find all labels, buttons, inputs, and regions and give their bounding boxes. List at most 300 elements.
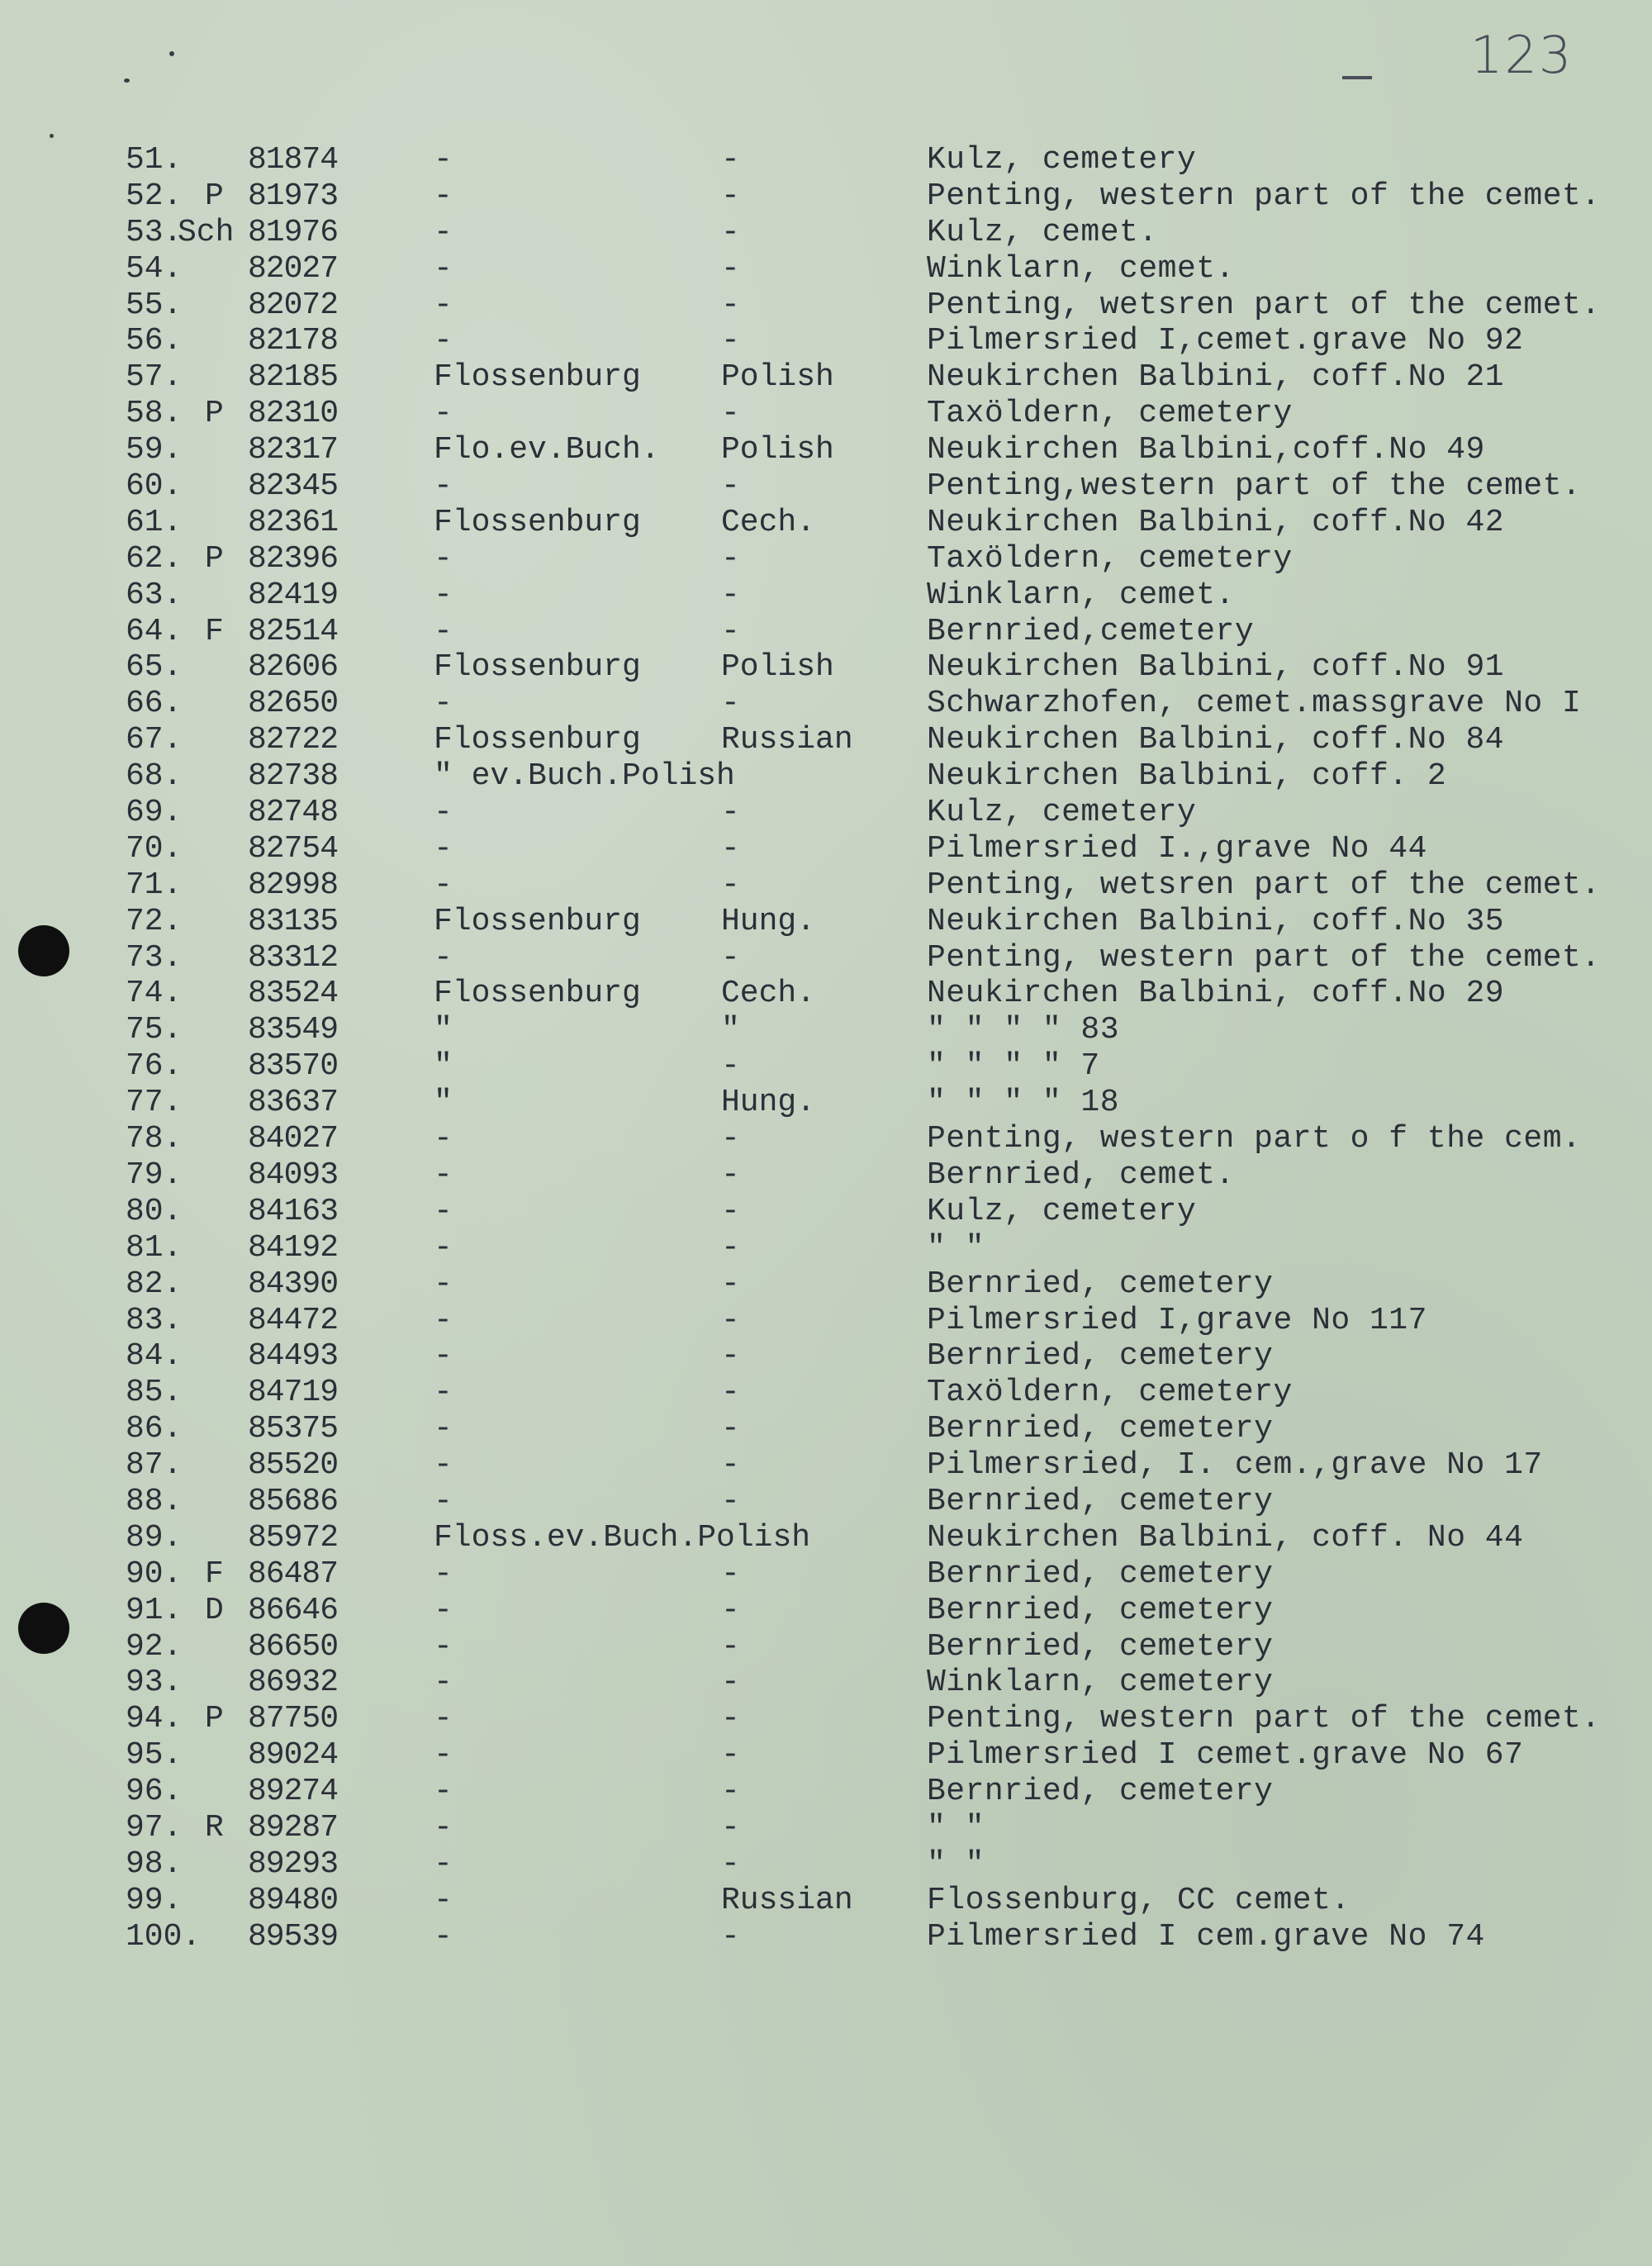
nationality-column: - [721, 1483, 740, 1519]
entry-index: 91. [126, 1592, 183, 1628]
burial-place: Kulz, cemetery [927, 795, 1197, 831]
prisoner-number: 82027 [248, 250, 339, 287]
record-list [0, 142, 1652, 1955]
entry-index: 62. [126, 540, 183, 577]
nationality-column: Polish [721, 432, 834, 468]
list-item [0, 904, 1652, 940]
nationality-column: Cech. [721, 504, 816, 540]
prisoner-number: 89539 [248, 1918, 339, 1955]
list-item [0, 1230, 1652, 1266]
burial-place: Bernried, cemetery [927, 1556, 1274, 1592]
prisoner-number: 86932 [248, 1665, 339, 1701]
entry-index: 64. [126, 613, 183, 649]
prisoner-number: 82754 [248, 830, 339, 867]
prisoner-prefix: F [205, 613, 224, 649]
camp-column: - [434, 577, 453, 613]
burial-place: " " " " 18 [927, 1085, 1120, 1121]
nationality-column: - [721, 1846, 740, 1882]
nationality-column: - [721, 1774, 740, 1810]
nationality-column: " [721, 1012, 740, 1048]
nationality-column: - [721, 1628, 740, 1665]
nationality-column: - [721, 613, 740, 649]
burial-place: Pilmersried I cemet.grave No 67 [927, 1737, 1524, 1774]
list-item [0, 1919, 1652, 1955]
prisoner-number: 84493 [248, 1338, 339, 1375]
list-item [0, 1447, 1652, 1484]
burial-place: Penting, western part of the cemet. [927, 939, 1601, 976]
burial-place: " " [927, 1229, 985, 1266]
camp-column: - [434, 1918, 453, 1955]
camp-column: - [434, 795, 453, 831]
prisoner-number: 86650 [248, 1628, 339, 1665]
prisoner-number: 82514 [248, 613, 339, 649]
prisoner-number: 84719 [248, 1375, 339, 1411]
burial-place: Bernried, cemetery [927, 1774, 1274, 1810]
entry-index: 93. [126, 1665, 183, 1701]
camp-column: - [434, 396, 453, 432]
list-item [0, 1629, 1652, 1665]
entry-index: 54. [126, 250, 183, 287]
entry-index: 83. [126, 1302, 183, 1338]
list-item [0, 686, 1652, 722]
prisoner-number: 84472 [248, 1302, 339, 1338]
entry-index: 76. [126, 1048, 183, 1085]
camp-column: Flossenburg [434, 722, 641, 758]
prisoner-number: 83524 [248, 976, 339, 1012]
burial-place: Bernried, cemetery [927, 1483, 1274, 1519]
paper-speck [169, 51, 174, 56]
paper-speck [124, 78, 130, 83]
list-item [0, 432, 1652, 468]
entry-index: 69. [126, 795, 183, 831]
prisoner-number: 82738 [248, 758, 339, 795]
list-item [0, 795, 1652, 831]
burial-place: Neukirchen Balbini, coff.No 91 [927, 649, 1505, 686]
camp-column: - [434, 540, 453, 577]
prisoner-number: 85686 [248, 1483, 339, 1519]
burial-place: Neukirchen Balbini, coff.No 35 [927, 903, 1505, 939]
camp-column: - [434, 250, 453, 287]
nationality-column: - [721, 1556, 740, 1592]
nationality-column: - [721, 1737, 740, 1774]
nationality-column: - [721, 795, 740, 831]
camp-column: - [434, 867, 453, 903]
entry-index: 61. [126, 504, 183, 540]
nationality-column: Cech. [721, 976, 816, 1012]
camp-column: - [434, 1737, 453, 1774]
entry-index: 68. [126, 758, 183, 795]
list-item [0, 323, 1652, 359]
prisoner-number: 84093 [248, 1157, 339, 1193]
list-item [0, 1048, 1652, 1085]
page-number-dash [1342, 76, 1372, 79]
nationality-column: - [721, 1411, 740, 1447]
entry-index: 95. [126, 1737, 183, 1774]
entry-index: 53. [126, 214, 183, 250]
prisoner-number: 82748 [248, 795, 339, 831]
list-item [0, 649, 1652, 686]
prisoner-number: 82998 [248, 867, 339, 903]
prisoner-number: 85375 [248, 1411, 339, 1447]
nationality-column: - [721, 1193, 740, 1229]
list-item [0, 505, 1652, 541]
prisoner-number: 82606 [248, 649, 339, 686]
nationality-column: - [721, 939, 740, 976]
prisoner-number: 82317 [248, 432, 339, 468]
camp-column: - [434, 1701, 453, 1737]
nationality-column: - [721, 323, 740, 359]
page-number: 123 [1470, 25, 1574, 85]
camp-column: - [434, 1665, 453, 1701]
list-item [0, 541, 1652, 577]
entry-index: 70. [126, 830, 183, 867]
camp-column: - [434, 287, 453, 323]
entry-index: 90. [126, 1556, 183, 1592]
entry-index: 98. [126, 1846, 183, 1882]
entry-index: 57. [126, 359, 183, 396]
prisoner-number: 85972 [248, 1519, 339, 1556]
entry-index: 80. [126, 1193, 183, 1229]
camp-column: Flossenburg [434, 649, 641, 686]
prisoner-number: 82419 [248, 577, 339, 613]
list-item [0, 1737, 1652, 1774]
list-item [0, 1266, 1652, 1303]
nationality-column: - [721, 178, 740, 214]
entry-index: 82. [126, 1266, 183, 1302]
prisoner-prefix: P [205, 396, 224, 432]
burial-place: Neukirchen Balbini, coff.No 29 [927, 976, 1505, 1012]
prisoner-number: 82185 [248, 359, 339, 396]
camp-column: " [434, 1085, 453, 1121]
prisoner-number: 86487 [248, 1556, 339, 1592]
list-item [0, 359, 1652, 396]
entry-index: 88. [126, 1483, 183, 1519]
prisoner-number: 84027 [248, 1121, 339, 1157]
list-item [0, 1085, 1652, 1121]
list-item [0, 940, 1652, 976]
burial-place: Penting, wetsren part of the cemet. [927, 867, 1601, 903]
entry-index: 59. [126, 432, 183, 468]
nationality-column: - [721, 830, 740, 867]
entry-index: 75. [126, 1012, 183, 1048]
list-item [0, 758, 1652, 795]
burial-place: Penting, wetsren part of the cemet. [927, 287, 1601, 323]
entry-index: 73. [126, 939, 183, 976]
camp-column: " [434, 1012, 453, 1048]
entry-index: 100. [126, 1918, 202, 1955]
entry-index: 56. [126, 323, 183, 359]
burial-place: Bernried, cemetery [927, 1266, 1274, 1302]
camp-column: - [434, 1266, 453, 1302]
camp-column: - [434, 1375, 453, 1411]
entry-index: 74. [126, 976, 183, 1012]
list-item [0, 1593, 1652, 1629]
prisoner-number: 82650 [248, 686, 339, 722]
entry-index: 65. [126, 649, 183, 686]
camp-column: - [434, 323, 453, 359]
list-item [0, 976, 1652, 1012]
camp-column: Flossenburg [434, 903, 641, 939]
camp-column: " [434, 1048, 453, 1085]
camp-column: - [434, 1193, 453, 1229]
prisoner-number: 82178 [248, 323, 339, 359]
nationality-column: - [721, 1048, 740, 1085]
prisoner-number: 89274 [248, 1774, 339, 1810]
burial-place: Neukirchen Balbini, coff. No 44 [927, 1519, 1524, 1556]
entry-index: 66. [126, 686, 183, 722]
list-item [0, 468, 1652, 505]
prisoner-number: 83549 [248, 1012, 339, 1048]
camp-column: - [434, 1411, 453, 1447]
nationality-column: - [721, 1665, 740, 1701]
prisoner-prefix: R [205, 1809, 224, 1846]
entry-index: 79. [126, 1157, 183, 1193]
entry-index: 51. [126, 142, 183, 178]
burial-place: Taxöldern, cemetery [927, 1375, 1293, 1411]
burial-place: Winklarn, cemetery [927, 1665, 1274, 1701]
prisoner-number: 82310 [248, 396, 339, 432]
prisoner-prefix: P [205, 178, 224, 214]
prisoner-number: 84192 [248, 1229, 339, 1266]
prisoner-number: 89480 [248, 1882, 339, 1918]
burial-place: Bernried, cemetery [927, 1411, 1274, 1447]
entry-index: 58. [126, 396, 183, 432]
nationality-column: - [721, 214, 740, 250]
prisoner-number: 82345 [248, 468, 339, 505]
burial-place: Neukirchen Balbini, coff.No 21 [927, 359, 1505, 396]
camp-column: Flo.ev.Buch. [434, 432, 660, 468]
nationality-column: - [721, 396, 740, 432]
prisoner-number: 87750 [248, 1701, 339, 1737]
burial-place: Pilmersried I,grave No 117 [927, 1302, 1427, 1338]
camp-column: - [434, 686, 453, 722]
burial-place: Bernried, cemet. [927, 1157, 1235, 1193]
prisoner-number: 84390 [248, 1266, 339, 1302]
list-item [0, 1194, 1652, 1230]
burial-place: " " [927, 1809, 985, 1846]
list-item [0, 1810, 1652, 1846]
entry-index: 55. [126, 287, 183, 323]
camp-column: Flossenburg [434, 359, 641, 396]
entry-index: 97. [126, 1809, 183, 1846]
prisoner-number: 82722 [248, 722, 339, 758]
entry-index: 52. [126, 178, 183, 214]
camp-column: - [434, 939, 453, 976]
burial-place: Winklarn, cemet. [927, 250, 1235, 287]
list-item [0, 1303, 1652, 1339]
list-item [0, 1701, 1652, 1737]
list-item [0, 215, 1652, 251]
nationality-column: Hung. [721, 903, 816, 939]
nationality-column: - [721, 577, 740, 613]
list-item [0, 577, 1652, 614]
entry-index: 99. [126, 1882, 183, 1918]
camp-column: - [434, 178, 453, 214]
burial-place: Taxöldern, cemetery [927, 540, 1293, 577]
prisoner-number: 82361 [248, 504, 339, 540]
entry-index: 92. [126, 1628, 183, 1665]
entry-index: 84. [126, 1338, 183, 1375]
camp-column: - [434, 1157, 453, 1193]
nationality-column: Russian [721, 722, 853, 758]
prisoner-number: 86646 [248, 1592, 339, 1628]
prisoner-prefix: P [205, 540, 224, 577]
camp-column: - [434, 142, 453, 178]
list-item [0, 1520, 1652, 1556]
burial-place: Neukirchen Balbini,coff.No 49 [927, 432, 1485, 468]
list-item [0, 1411, 1652, 1447]
nationality-column: - [721, 1302, 740, 1338]
camp-column: - [434, 1592, 453, 1628]
prisoner-number: 89287 [248, 1809, 339, 1846]
nationality-column: - [721, 1447, 740, 1484]
nationality-column: Polish [721, 649, 834, 686]
prisoner-prefix: P [205, 1701, 224, 1737]
nationality-column: Hung. [721, 1085, 816, 1121]
camp-column: - [434, 1846, 453, 1882]
entry-index: 63. [126, 577, 183, 613]
burial-place: " " " " 83 [927, 1012, 1120, 1048]
camp-column: - [434, 830, 453, 867]
camp-column: Floss.ev.Buch.Polish [434, 1519, 811, 1556]
list-item [0, 287, 1652, 324]
list-item [0, 1846, 1652, 1883]
burial-place: Bernried, cemetery [927, 1592, 1274, 1628]
burial-place: " " " " 7 [927, 1048, 1100, 1085]
burial-place: Neukirchen Balbini, coff. 2 [927, 758, 1447, 795]
list-item [0, 1121, 1652, 1157]
list-item [0, 1883, 1652, 1919]
burial-place: Pilmersried I.,grave No 44 [927, 830, 1427, 867]
prisoner-number: 81976 [248, 214, 339, 250]
camp-column: - [434, 1774, 453, 1810]
nationality-column: - [721, 468, 740, 505]
list-item [0, 722, 1652, 758]
nationality-column: - [721, 287, 740, 323]
burial-place: Winklarn, cemet. [927, 577, 1235, 613]
burial-place: Penting, western part o f the cem. [927, 1121, 1582, 1157]
camp-column: - [434, 1882, 453, 1918]
camp-column: - [434, 1483, 453, 1519]
prisoner-prefix: Sch [178, 214, 235, 250]
prisoner-number: 82396 [248, 540, 339, 577]
nationality-column: - [721, 1121, 740, 1157]
burial-place: Penting,western part of the cemet. [927, 468, 1582, 505]
camp-column: Flossenburg [434, 504, 641, 540]
list-item [0, 1484, 1652, 1520]
camp-column: - [434, 1302, 453, 1338]
entry-index: 72. [126, 903, 183, 939]
nationality-column: Russian [721, 1882, 853, 1918]
camp-column: - [434, 613, 453, 649]
entry-index: 86. [126, 1411, 183, 1447]
burial-place: Pilmersried, I. cem.,grave No 17 [927, 1447, 1543, 1484]
list-item [0, 867, 1652, 904]
list-item [0, 1012, 1652, 1048]
burial-place: Penting, western part of the cemet. [927, 1701, 1601, 1737]
camp-column: - [434, 468, 453, 505]
camp-column: " ev.Buch.Polish [434, 758, 735, 795]
entry-index: 89. [126, 1519, 183, 1556]
burial-place: " " [927, 1846, 985, 1882]
list-item [0, 142, 1652, 178]
nationality-column: - [721, 540, 740, 577]
nationality-column: - [721, 250, 740, 287]
nationality-column: - [721, 1266, 740, 1302]
prisoner-number: 81973 [248, 178, 339, 214]
prisoner-number: 83135 [248, 903, 339, 939]
camp-column: Flossenburg [434, 976, 641, 1012]
prisoner-prefix: F [205, 1556, 224, 1592]
list-item [0, 251, 1652, 287]
entry-index: 60. [126, 468, 183, 505]
list-item [0, 178, 1652, 215]
list-item [0, 1556, 1652, 1593]
burial-place: Kulz, cemetery [927, 142, 1197, 178]
nationality-column: - [721, 1701, 740, 1737]
list-item [0, 1338, 1652, 1375]
prisoner-number: 89293 [248, 1846, 339, 1882]
entry-index: 94. [126, 1701, 183, 1737]
camp-column: - [434, 1809, 453, 1846]
entry-index: 96. [126, 1774, 183, 1810]
entry-index: 87. [126, 1447, 183, 1484]
burial-place: Bernried, cemetery [927, 1338, 1274, 1375]
camp-column: - [434, 1628, 453, 1665]
prisoner-number: 89024 [248, 1737, 339, 1774]
burial-place: Neukirchen Balbini, coff.No 84 [927, 722, 1505, 758]
entry-index: 71. [126, 867, 183, 903]
burial-place: Pilmersried I cem.grave No 74 [927, 1918, 1485, 1955]
burial-place: Kulz, cemet. [927, 214, 1158, 250]
camp-column: - [434, 1556, 453, 1592]
burial-place: Bernried, cemetery [927, 1628, 1274, 1665]
nationality-column: - [721, 1338, 740, 1375]
burial-place: Schwarzhofen, cemet.massgrave No I [927, 686, 1582, 722]
burial-place: Kulz, cemetery [927, 1193, 1197, 1229]
list-item [0, 1774, 1652, 1810]
nationality-column: - [721, 686, 740, 722]
entry-index: 81. [126, 1229, 183, 1266]
entry-index: 85. [126, 1375, 183, 1411]
burial-place: Bernried,cemetery [927, 613, 1255, 649]
nationality-column: - [721, 1375, 740, 1411]
entry-index: 78. [126, 1121, 183, 1157]
prisoner-number: 83312 [248, 939, 339, 976]
entry-index: 67. [126, 722, 183, 758]
nationality-column: - [721, 1229, 740, 1266]
burial-place: Flossenburg, CC cemet. [927, 1882, 1351, 1918]
nationality-column: Polish [721, 359, 834, 396]
nationality-column: - [721, 1809, 740, 1846]
prisoner-number: 82072 [248, 287, 339, 323]
camp-column: - [434, 1447, 453, 1484]
prisoner-number: 85520 [248, 1447, 339, 1484]
prisoner-number: 83570 [248, 1048, 339, 1085]
burial-place: Neukirchen Balbini, coff.No 42 [927, 504, 1505, 540]
list-item [0, 1375, 1652, 1411]
prisoner-number: 83637 [248, 1085, 339, 1121]
prisoner-number: 81874 [248, 142, 339, 178]
entry-index: 77. [126, 1085, 183, 1121]
camp-column: - [434, 214, 453, 250]
camp-column: - [434, 1121, 453, 1157]
camp-column: - [434, 1338, 453, 1375]
list-item [0, 1665, 1652, 1701]
paper-speck [50, 134, 54, 138]
nationality-column: - [721, 1157, 740, 1193]
burial-place: Pilmersried I,cemet.grave No 92 [927, 323, 1524, 359]
